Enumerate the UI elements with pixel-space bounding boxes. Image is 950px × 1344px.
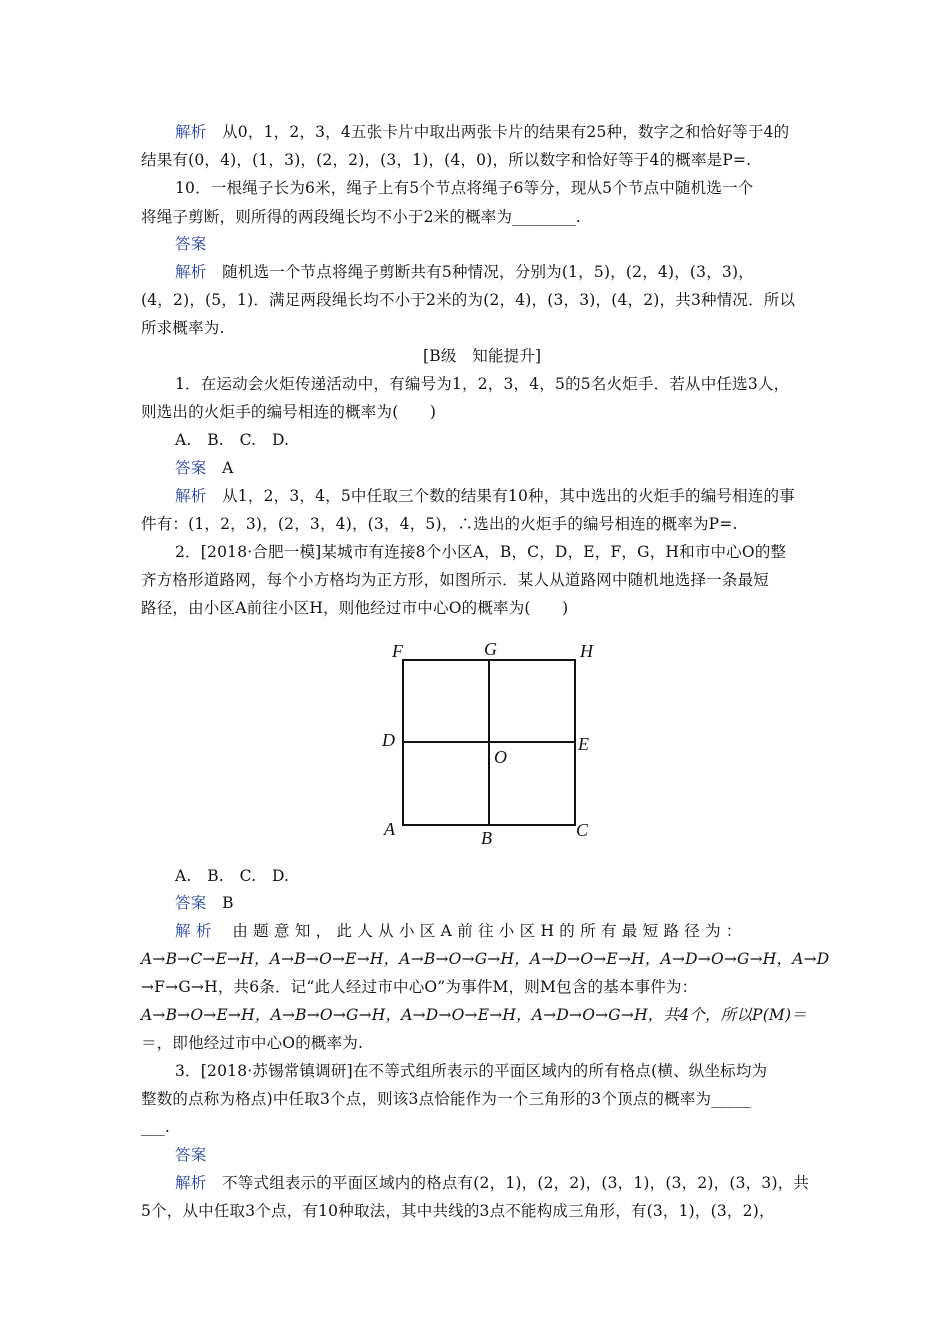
label-D: D (382, 730, 395, 750)
text-line: 整数的点称为格点)中任取3个点，则该3点恰能作为一个三角形的3个顶点的概率为_____ (141, 1090, 751, 1108)
question-10: 10．一根绳子长为6米，绳子上有5个节点将绳子6等分，现从5个节点中随机选一个 (175, 179, 754, 197)
analysis-label: 解析 (175, 1174, 207, 1192)
label-H: H (580, 641, 593, 661)
path-list: A→B→O→E→H，A→B→O→G→H，A→D→O→E→H，A→D→O→G→H，共4个，所以P(M)＝ (141, 1006, 807, 1024)
answer-label: 答案 (175, 894, 207, 912)
text-line: 将绳子剪断，则所得的两段绳长均不小于2米的概率为________. (141, 208, 581, 226)
text-line: 5个，从中任取3个点，有10种取法，其中共线的3点不能构成三角形，有(3，1)，(3，2)， (141, 1202, 775, 1220)
text-line: ___. (141, 1118, 170, 1136)
answer-label: 答案 (175, 235, 207, 253)
choices: A. B. C. D. (175, 867, 290, 885)
text-line: 解析 不等式组表示的平面区域内的格点有(2，1)，(2，2)，(3，1)，(3，2)，(3，3)，共 (175, 1174, 810, 1192)
label-B: B (481, 828, 492, 848)
analysis-label: 解析 (175, 123, 207, 141)
text-line: →F→G→H，共6条．记“此人经过市中心O”为事件M，则M包含的基本事件为： (141, 978, 698, 996)
text-line: 则选出的火炬手的编号相连的概率为( ) (141, 403, 437, 421)
label-C: C (576, 820, 589, 840)
text-line: 齐方格形道路网，每个小方格均为正方形，如图所示．某人从道路网中随机地选择一条最短 (141, 571, 770, 589)
choices: A. B. C. D. (175, 431, 290, 449)
answer-line: 答案 A (175, 459, 234, 477)
text-line: 路径，由小区A前往小区H，则他经过市中心O的概率为( ) (141, 599, 569, 617)
label-F: F (392, 641, 403, 661)
question-3: 3．[2018·苏锡常镇调研]在不等式组所表示的平面区域内的所有格点(横、纵坐标均为 (175, 1062, 768, 1080)
label-A: A (384, 819, 395, 839)
answer-label: 答案 (175, 459, 207, 477)
answer-line: 答案 B (175, 894, 234, 912)
analysis-label: 解 析 (175, 922, 212, 940)
text-line: ＝，即他经过市中心O的概率为. (141, 1034, 364, 1052)
label-E: E (578, 734, 589, 754)
grid-diagram (368, 626, 618, 858)
path-list: A→B→C→E→H，A→B→O→E→H，A→B→O→G→H，A→D→O→E→H，A→D→O→G→H，A→D (141, 950, 830, 968)
analysis-label: 解析 (175, 263, 207, 281)
text-line: 解析 从1，2，3，4，5中任取三个数的结果有10种，其中选出的火炬手的编号相连的事 (175, 487, 795, 505)
text-line: (4，2)，(5，1)．满足两段绳长均不小于2米的为(2，4)，(3，3)，(4，2)，共3种情况．所以 (141, 291, 796, 309)
answer-label: 答案 (175, 1146, 207, 1164)
label-O: O (494, 747, 507, 767)
section-title: [B级 知能提升] (423, 347, 542, 365)
grid-road-figure (368, 626, 618, 858)
text-line: 解析 随机选一个节点将绳子剪断共有5种情况，分别为(1，5)，(2，4)，(3，3)， (175, 263, 754, 281)
text-line: 解 析 由 题 意 知 ， 此 人 从 小 区 A 前 往 小 区 H 的 所 有 最 短 路 径 为 ： (175, 922, 742, 940)
text-line: 结果有(0，4)，(1，3)，(2，2)，(3，1)，(4，0)，所以数字和恰好等于4的概率是P=. (141, 151, 752, 169)
question-2: 2．[2018·合肥一模]某城市有连接8个小区A，B，C，D，E，F，G，H和市中心O的整 (175, 543, 787, 561)
text-line: 解析 从0，1，2，3，4五张卡片中取出两张卡片的结果有25种，数字之和恰好等于4的 (175, 123, 790, 141)
text-line: 所求概率为. (141, 319, 225, 337)
label-G: G (484, 639, 497, 659)
question-1: 1．在运动会火炬传递活动中，有编号为1，2，3，4，5的5名火炬手．若从中任选3人， (175, 375, 790, 393)
analysis-label: 解析 (175, 487, 207, 505)
text-line: 件有：(1，2，3)，(2，3，4)，(3，4，5)，∴选出的火炬手的编号相连的概率为P=. (141, 515, 738, 533)
